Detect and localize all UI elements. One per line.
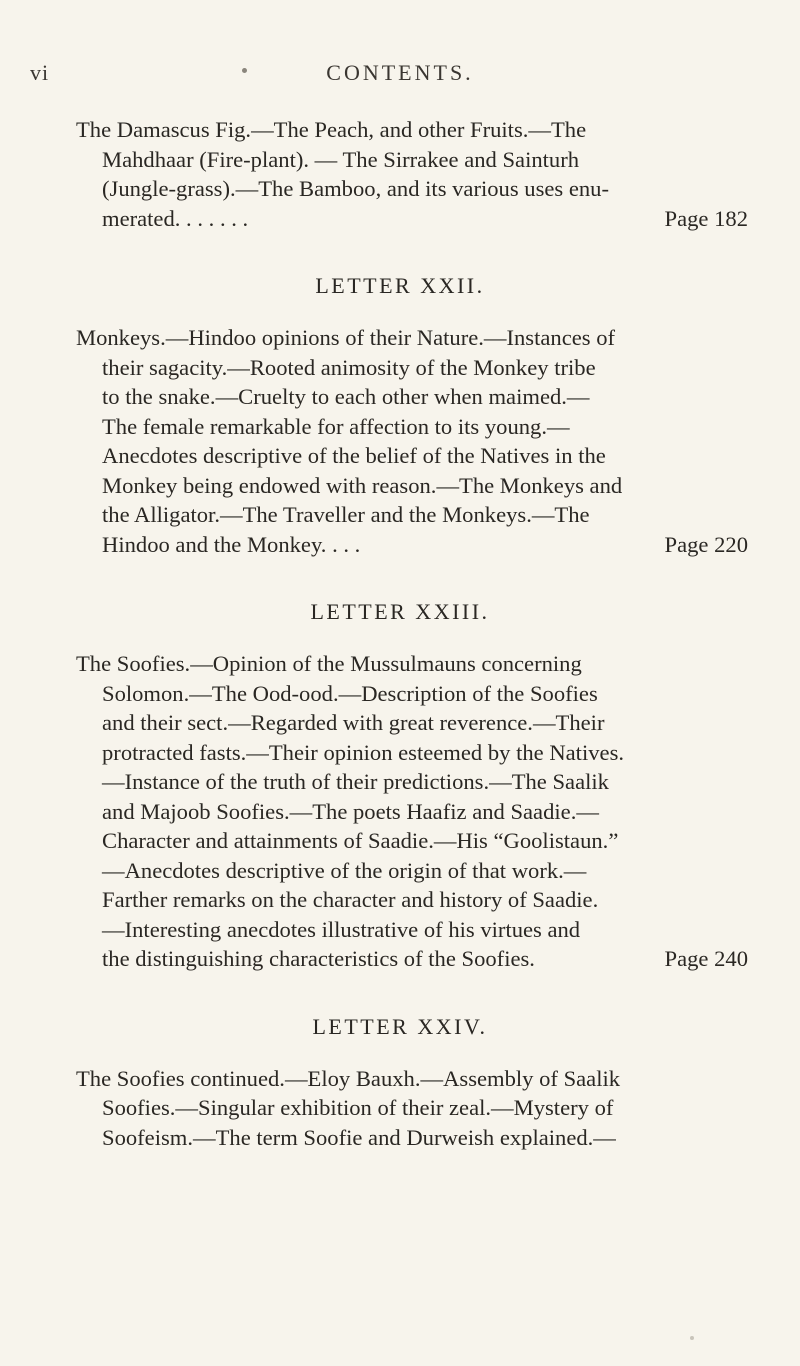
entry-line-last xyxy=(76,530,748,560)
letter-heading: LETTER XXIII. xyxy=(310,599,490,624)
entry-line: Character and attainments of Saadie.—His “Goolistaun.” xyxy=(102,828,619,853)
running-title: CONTENTS. xyxy=(326,60,474,85)
entry-line: The female remarkable for affection to its young.— xyxy=(102,413,570,439)
entry-line: to the snake.—Cruelty to each other when maimed.— xyxy=(102,384,590,409)
entry-line: The Soofies continued.—Eloy Bauxh.—Assembly of Saalik xyxy=(76,1065,621,1091)
entry-line: Monkeys.—Hindoo opinions of their Nature.—Instances of xyxy=(76,325,616,350)
letter-heading: LETTER XXIV. xyxy=(312,1013,488,1039)
contents-entry-continued xyxy=(76,115,748,233)
running-head xyxy=(0,60,800,90)
letter-heading: LETTER XXII. xyxy=(315,273,485,298)
entry-line: (Jungle-grass).—The Bamboo, and its various uses enu- xyxy=(102,176,610,201)
entry-line: Anecdotes descriptive of the belief of the Natives in the xyxy=(102,443,606,468)
entry-line: Farther remarks on the character and history of Saadie. xyxy=(102,887,599,912)
entry-line-last xyxy=(76,204,748,234)
entry-line: the Alligator.—The Traveller and the Monkeys.—The xyxy=(102,502,590,527)
entry-line: and their sect.—Regarded with great reverence.—Their xyxy=(102,710,605,735)
entry-line: —Instance of the truth of their predictions.—The Saalik xyxy=(102,769,609,794)
entry-line: Soofeism.—The term Soofie and Durweish explained.— xyxy=(102,1124,616,1150)
entry-line: Solomon.—The Ood-ood.—Description of the Soofies xyxy=(102,680,598,706)
entry-line: The Damascus Fig.—The Peach, and other Fruits.—The xyxy=(76,117,587,142)
contents-entry-letter-23 xyxy=(76,649,748,974)
contents-entry-letter-22 xyxy=(76,323,748,559)
entry-line: and Majoob Soofies.—The poets Haafiz and Saadie.— xyxy=(102,798,599,824)
entry-line: protracted fasts.—Their opinion esteemed by the Natives. xyxy=(102,739,625,765)
entry-line: —Anecdotes descriptive of the origin of that work.— xyxy=(102,857,587,883)
contents-entry-letter-24 xyxy=(76,1064,748,1153)
entry-line-last xyxy=(76,944,748,974)
page-reference: Page 182 xyxy=(664,205,748,231)
entry-line: Soofies.—Singular exhibition of their zeal.—Mystery of xyxy=(102,1095,614,1120)
ink-speck xyxy=(690,1336,694,1340)
page-reference: Page 240 xyxy=(664,946,748,971)
page-number: vi xyxy=(30,60,50,85)
entry-line: Mahdhaar (Fire-plant). — The Sirrakee and Sainturh xyxy=(102,146,580,172)
entry-line: their sagacity.—Rooted animosity of the Monkey tribe xyxy=(102,354,596,380)
ink-speck xyxy=(242,68,247,73)
entry-line: Monkey being endowed with reason.—The Monkeys and xyxy=(102,472,623,498)
entry-line-text: Hindoo and the Monkey. . . . xyxy=(102,531,361,557)
entry-line: The Soofies.—Opinion of the Mussulmauns concerning xyxy=(76,651,582,676)
entry-line-text: merated. . . . . . . xyxy=(102,205,249,231)
entry-line: —Interesting anecdotes illustrative of his virtues and xyxy=(102,916,581,942)
page-reference: Page 220 xyxy=(664,531,748,557)
entry-line-text: the distinguishing characteristics of the Soofies. xyxy=(102,946,535,971)
contents-list xyxy=(0,115,800,1152)
